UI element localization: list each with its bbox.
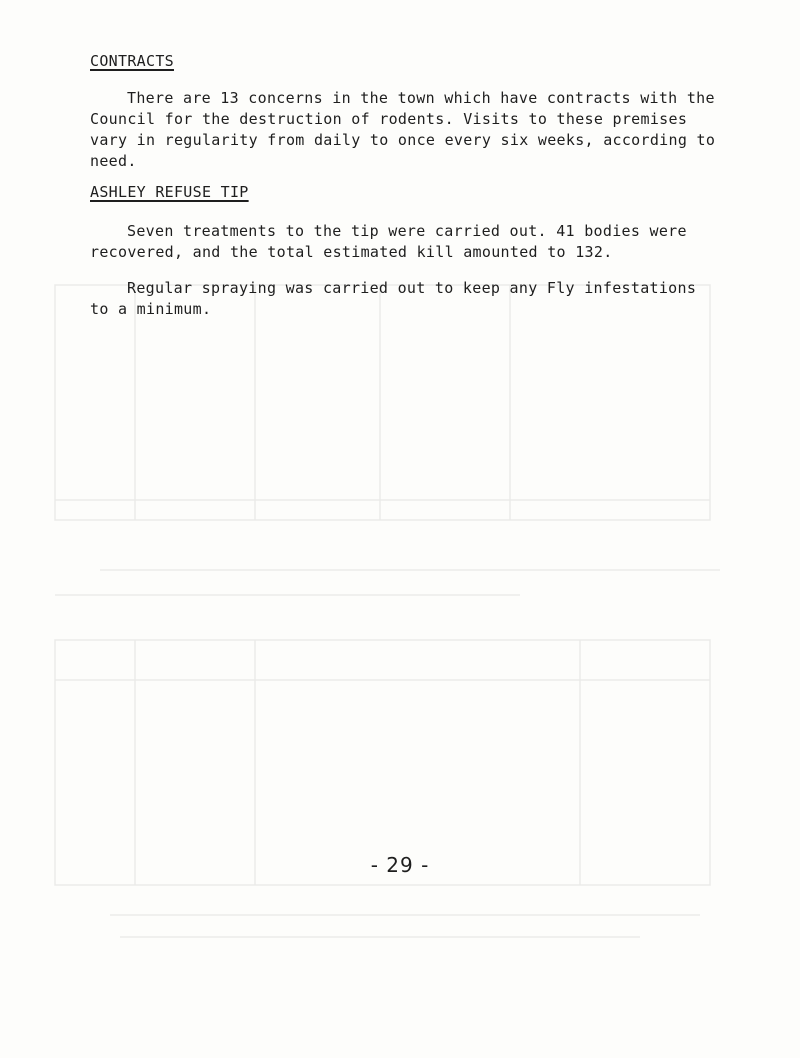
page-number: - 29 - [370,853,430,877]
contracts-heading: CONTRACTS [90,52,174,70]
text-line: Regular spraying was carried out to keep any Fly infestations [127,279,697,297]
text-line: Seven treatments to the tip were carried out. 41 bodies were [127,222,687,240]
contracts-paragraph [90,88,720,172]
fly-spraying-paragraph [90,278,720,320]
text-line: to a minimum. [90,300,212,318]
text-line: recovered, and the total estimated kill amounted to 132. [90,243,613,261]
tip-treatments-paragraph [90,221,720,263]
ashley-refuse-tip-heading: ASHLEY REFUSE TIP [90,183,249,201]
text-line: need. [90,152,137,170]
text-line: Council for the destruction of rodents. Visits to these premises [90,110,688,128]
text-line: There are 13 concerns in the town which have contracts with the [127,89,715,107]
text-line: vary in regularity from daily to once every six weeks, according to [90,131,716,149]
